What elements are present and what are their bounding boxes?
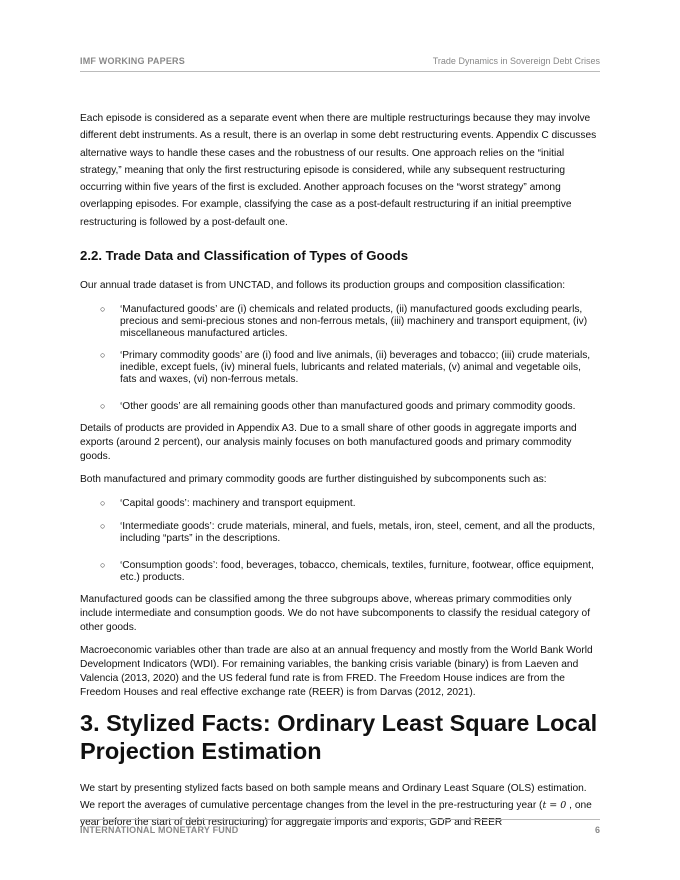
list-item (80, 401, 600, 413)
paragraph-episodes: Each episode is considered as a separate event when there are multiple restructurings because they may involve different debt instruments. As a result, there is an overlap in some debt restructuring events. Appendix C discusses alternative ways to handle these cases and the robustness of our results. One approach relies on the “initial strategy,” meaning that only the first restructuring episode is considered, while any subsequent restructuring occurring within five years of the first is excluded. Another approach focuses on the “worst strategy” among overlapping episodes. For example, classifying the case as a post-default restructuring if an initial preemptive restructuring is followed by a post-default one. (80, 113, 597, 228)
page-number: 6 (594, 825, 600, 835)
list-item-text: ‘Manufactured goods’ are (i) chemicals and related products, (ii) manufactured goods excluding pearls, precious and semi-precious stones and non-ferrous metals, (iii) machinery and transport equipment, (iv) miscellaneous manufactured articles. (120, 304, 588, 339)
bullet-icon: ○ (100, 521, 106, 532)
paragraph-text-end: , one year before the start of debt restructuring) for aggregate imports and exports, GDP and REER (80, 799, 592, 828)
list-item (80, 521, 600, 545)
footer-organization: INTERNATIONAL MONETARY FUND (80, 825, 239, 835)
section-heading-2-2: 2.2. Trade Data and Classification of Types of Goods (80, 248, 409, 264)
list-item (80, 560, 600, 584)
bullet-icon: ○ (100, 350, 106, 361)
list-item-text: ‘Consumption goods’: food, beverages, tobacco, chemicals, textiles, furniture, footwear, office equipment, etc.) products. (120, 560, 594, 583)
bullet-icon: ○ (100, 497, 106, 508)
list-item-text: ‘Primary commodity goods’ are (i) food and live animals, (ii) beverages and tobacco; (iii) crude materials, inedible, except fuels, (iv) mineral fuels, lubricants and related materials, (v) animal and vegetable oils, fats and waxes, (vi) non-ferrous metals. (120, 350, 591, 386)
header-divider (80, 71, 600, 72)
subcomponents-list (80, 498, 600, 584)
list-item-text: ‘Other goods’ are all remaining goods other than manufactured goods and primary commodity goods. (120, 400, 576, 412)
paragraph-macro: Macroeconomic variables other than trade are also at an annual frequency and mostly from the World Bank World Development Indicators (WDI). For remaining variables, the banking crisis variable (binary) is from Laeven and Valencia (2013, 2020) and the US federal fund rate is from FRED. The Freedom House indices are from the Freedom Houses and real effective exchange rate (REER) is from Darvas (2012, 2021). (80, 644, 593, 698)
paragraph-text-start: We start by presenting stylized facts based on both sample means and Ordinary Least Square (OLS) estimation. We report the averages of cumulative percentage changes from the level in the pre-restructuring year ( (80, 782, 587, 811)
paragraph-stylized-facts (80, 780, 600, 831)
paragraph-manufactured: Manufactured goods can be classified among the three subgroups above, whereas primary commodities only include intermediate and consumption goods. We do not have subcomponents to classify the residual category of other goods. (80, 593, 591, 633)
goods-types-list (80, 304, 600, 413)
header-publication: IMF WORKING PAPERS (80, 56, 185, 66)
paragraph-subcomponents: Both manufactured and primary commodity goods are further distinguished by subcomponents such as: (80, 473, 547, 485)
footer-divider (80, 819, 600, 820)
list-item-text: ‘Capital goods’: machinery and transport equipment. (120, 497, 356, 509)
bullet-icon: ○ (100, 560, 106, 571)
paragraph-dataset: Our annual trade dataset is from UNCTAD, and follows its production groups and composition classification: (80, 280, 566, 292)
section-heading-3: 3. Stylized Facts: Ordinary Least Square Local Projection Estimation (80, 709, 598, 764)
list-item (80, 304, 600, 339)
list-item (80, 498, 600, 510)
page-body (80, 110, 600, 831)
paragraph-details: Details of products are provided in Appendix A3. Due to a small share of other goods in aggregate imports and exports (around 2 percent), our analysis mainly focuses on both manufactured goods and primary commodity goods. (80, 422, 577, 462)
header-title: Trade Dynamics in Sovereign Debt Crises (432, 56, 600, 66)
list-item-text: ‘Intermediate goods’: crude materials, mineral, and fuels, metals, iron, steel, cement, and all the products, including “parts” in the descriptions. (120, 521, 596, 545)
list-item (80, 350, 600, 385)
math-expression: t = 0 (542, 799, 567, 811)
bullet-icon: ○ (100, 304, 106, 315)
bullet-icon: ○ (100, 400, 106, 411)
